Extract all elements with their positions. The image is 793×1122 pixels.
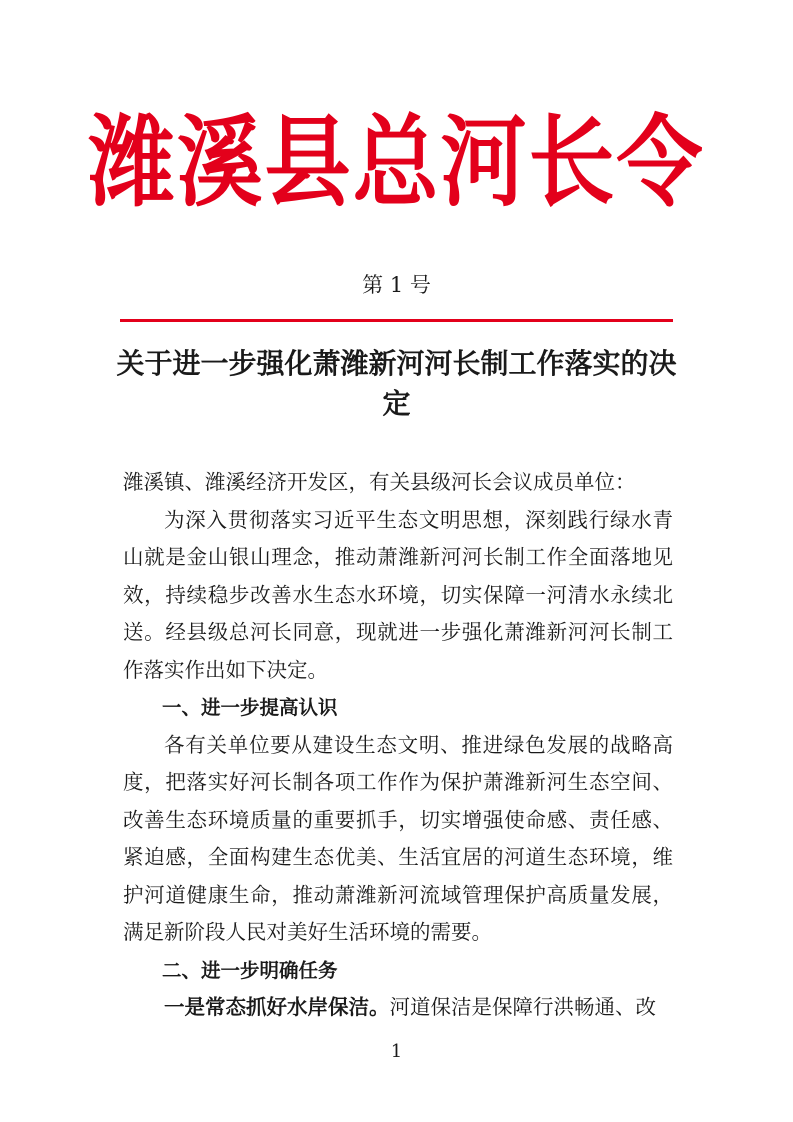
- section-2-item-1: [123, 989, 673, 1027]
- document-title: 关于进一步强化萧潍新河河长制工作落实的决定: [116, 347, 677, 420]
- item-body-text: 河道保洁是保障行洪畅通、改: [389, 995, 656, 1019]
- salutation: 潍溪镇、潍溪经济开发区，有关县级河长会议成员单位：: [123, 470, 636, 494]
- item-lead-text: 一是常态抓好水岸保洁。: [164, 995, 390, 1019]
- section-heading-2: 二、进一步明确任务: [162, 958, 338, 982]
- section-1-paragraph: 各有关单位要从建设生态文明、推进绿色发展的战略高度，把落实好河长制各项工作作为保护萧潍新河生态空间、改善生态环境质量的重要抓手，切实增强使命感、责任感、紧迫感，全面构建生态优美、生活宜居的河道生态环境，维护河道健康生命，推动萧潍新河流域管理保护高质量发展，满足新阶段人民对美好生活环境的需要。: [123, 732, 673, 944]
- red-divider-line: [120, 319, 673, 322]
- intro-paragraph: 为深入贯彻落实习近平生态文明思想，深刻践行绿水青山就是金山银山理念，推动萧潍新河河长制工作全面落地见效，持续稳步改善水生态水环境，切实保障一河清水永续北送。经县级总河长同意，现就进一步强化萧潍新河河长制工作落实作出如下决定。: [123, 507, 673, 682]
- section-heading-1: 一、进一步提高认识: [162, 696, 338, 719]
- document-number: 第 1 号: [362, 273, 431, 297]
- masthead-title: 潍溪县总河长令: [88, 104, 705, 221]
- document-body: [123, 464, 673, 1027]
- page-number: 1: [390, 1041, 403, 1062]
